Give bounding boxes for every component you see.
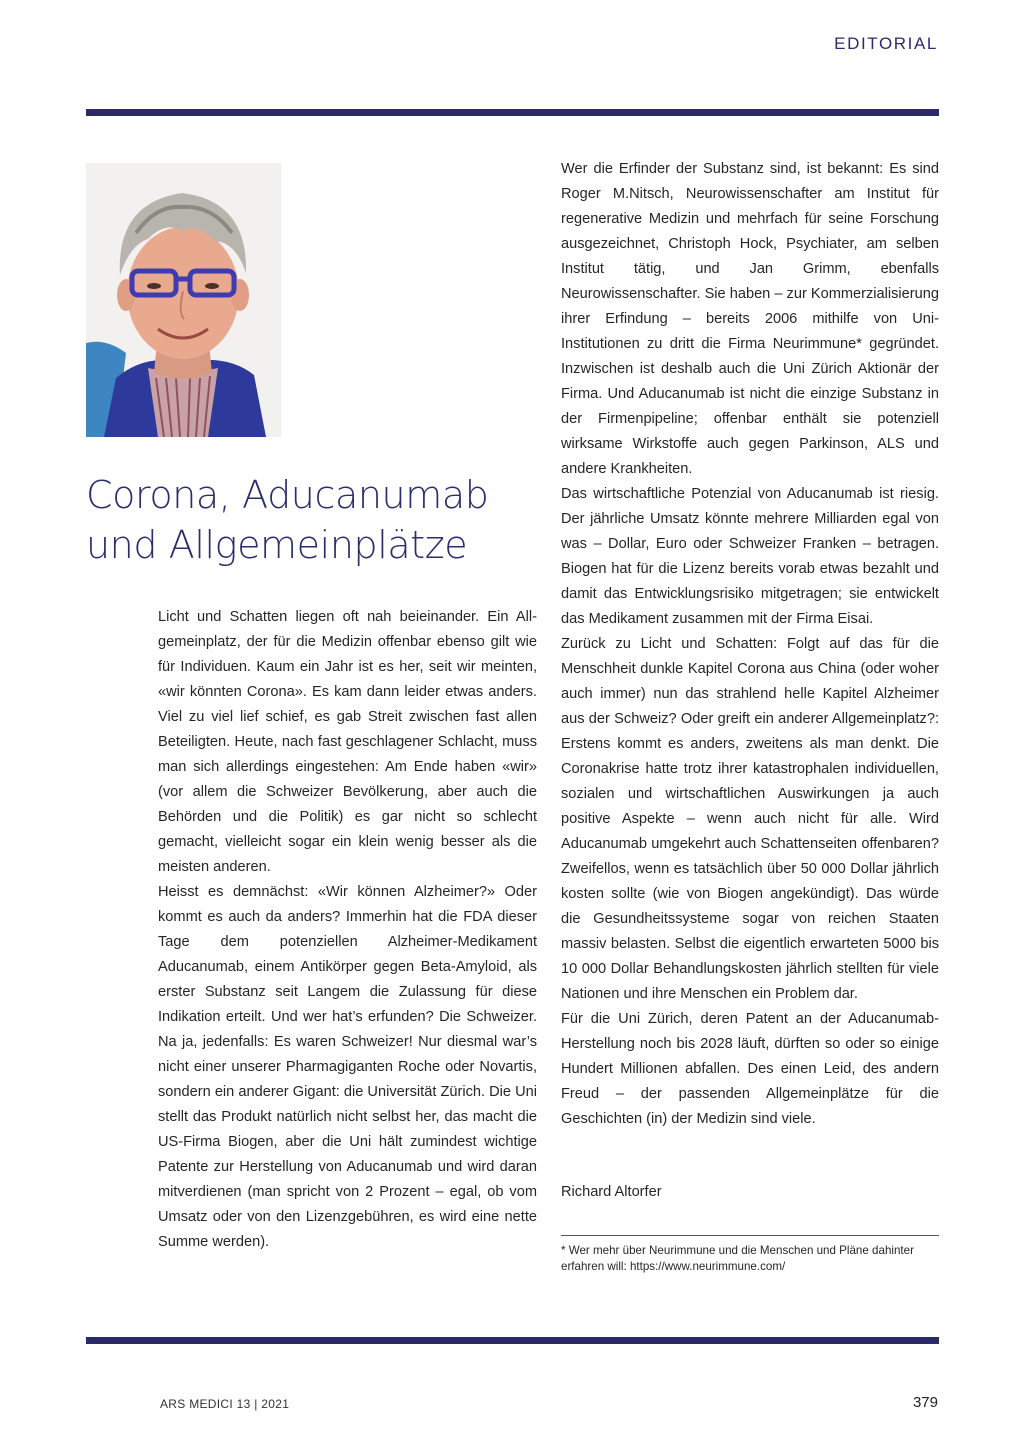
paragraph: Licht und Schatten liegen oft nah beieinander. Ein Allgemeinplatz, der für die Medizin offenbar ebenso gilt wie für Individuen. Kaum ein Jahr ist es her, seit wir meinten, «wir könnten Corona». Es kam dann leider etwas anders. Viel zu viel lief schief, es gab Streit zwischen fast allen Beteiligten. Heute, nach fast geschlagener Schlacht, muss man sich allerdings eingestehen: Am Ende haben «wir» (vor allem die Schweizer Bevölkerung, aber auch die Behörden und die Politik) es gar nicht so schlecht gemacht, vielleicht sogar ein klein wenig besser als die meisten anderen. [158,609,537,875]
section-label: EDITORIAL [834,34,938,53]
author-signature: Richard Altorfer [561,1184,662,1200]
paragraph: Zurück zu Licht und Schatten: Folgt auf das für die Menschheit dunkle Kapitel Corona aus China (oder woher auch immer) nun das strahlend helle Kapitel Alzheimer aus der Schweiz? Oder greift ein anderer Allgemeinplatz?: Erstens kommt es anders, zweitens als man denkt. Die Coronakrise hatte trotz ihrer katastrophalen individuellen, sozialen und wirtschaftlichen Auswirkungen ja auch positive Aspekte – wenn auch nicht für alle. Wird Aducanumab umgekehrt auch Schattenseiten offenbaren? Zweifellos, wenn es tatsächlich über 50 000 Dollar jährlich kosten sollte (wie von Biogen angekündigt). Das würde die Gesundheitssysteme sogar von reichen Staaten massiv belasten. Selbst die eigentlich erwarteten 5000 bis 10 000 Dollar Behandlungskosten jährlich stellten für viele Nationen und ihre Menschen ein Problem dar. [561,636,939,1002]
right-column [561,157,939,1132]
headline-line-1: Corona, Aducanumab [86,473,489,517]
footnote: * Wer mehr über Neurimmune und die Menschen und Pläne dahinter erfahren will: https://www.neurimmune.com/ [561,1244,914,1273]
paragraph: Für die Uni Zürich, deren Patent an der Aducanumab-Herstellung noch bis 2028 läuft, dürften so oder so einige Hundert Millionen abfallen. Des einen Leid, des andern Freud – der passenden Allgemeinplätze für die Geschichten (in) der Medizin sind viele. [561,1011,939,1127]
headline-line-2: und Allgemeinplätze [86,523,468,567]
page-number: 379 [912,1394,938,1411]
footer-journal: ARS MEDICI 13 | 2021 [160,1397,290,1411]
author-portrait [86,163,281,437]
portrait-illustration [86,163,281,437]
bottom-rule [86,1337,939,1344]
article-headline [86,470,526,570]
footnote-divider [561,1235,939,1236]
top-rule [86,109,939,116]
left-column [158,605,537,1255]
paragraph: Heisst es demnächst: «Wir können Alzheimer?» Oder kommt es auch da anders? Immerhin hat die FDA dieser Tage dem potenziellen Alzheimer-Medikament Aducanumab, einem Antikörper gegen Beta-Amyloid, als erster Substanz seit Langem die Zulassung für diese Indikation erteilt. Und wer hat’s erfunden? Die Schweizer. Na ja, jedenfalls: Es waren Schweizer! Nur diesmal war’s nicht einer unserer Pharmagiganten Roche oder Novartis, sondern ein anderer Gigant: die Universität Zürich. Die Uni stellt das Produkt natürlich nicht selbst her, das macht die US-Firma Biogen, aber die Uni hält zumindest wichtige Patente zur Herstellung von Aducanumab und wird daran mitverdienen (man spricht von 2 Prozent – egal, ob vom Umsatz oder von den Lizenzgebühren, es wird eine nette Summe werden). [158,884,537,1250]
paragraph: Wer die Erfinder der Substanz sind, ist bekannt: Es sind Roger M.Nitsch, Neurowissenschafter am Institut für regenerative Medizin und mehrfach für seine Forschung ausgezeichnet, Christoph Hock, Psychiater, am selben Institut tätig, und Jan Grimm, ebenfalls Neurowissenschafter. Sie haben – zur Kommerzialisierung ihrer Erfindung – bereits 2006 mithilfe von Uni-Institutionen zu dritt die Firma Neurimmune* gegründet. Inzwischen ist deshalb auch die Uni Zürich Aktionär der Firma. Und Aducanumab ist nicht die einzige Substanz in der Firmenpipeline; offenbar enthält sie potenziell wirksame Wirkstoffe auch gegen Parkinson, ALS und andere Krankheiten. [561,161,939,477]
paragraph: Das wirtschaftliche Potenzial von Aducanumab ist riesig. Der jährliche Umsatz könnte mehrere Milliarden egal von was – Dollar, Euro oder Schweizer Franken – betragen. Biogen hat für die Lizenz bereits vorab etwas bezahlt und damit das Entwicklungsrisiko mitgetragen; sie entwickelt das Medikament zusammen mit der Firma Eisai. [561,486,939,627]
